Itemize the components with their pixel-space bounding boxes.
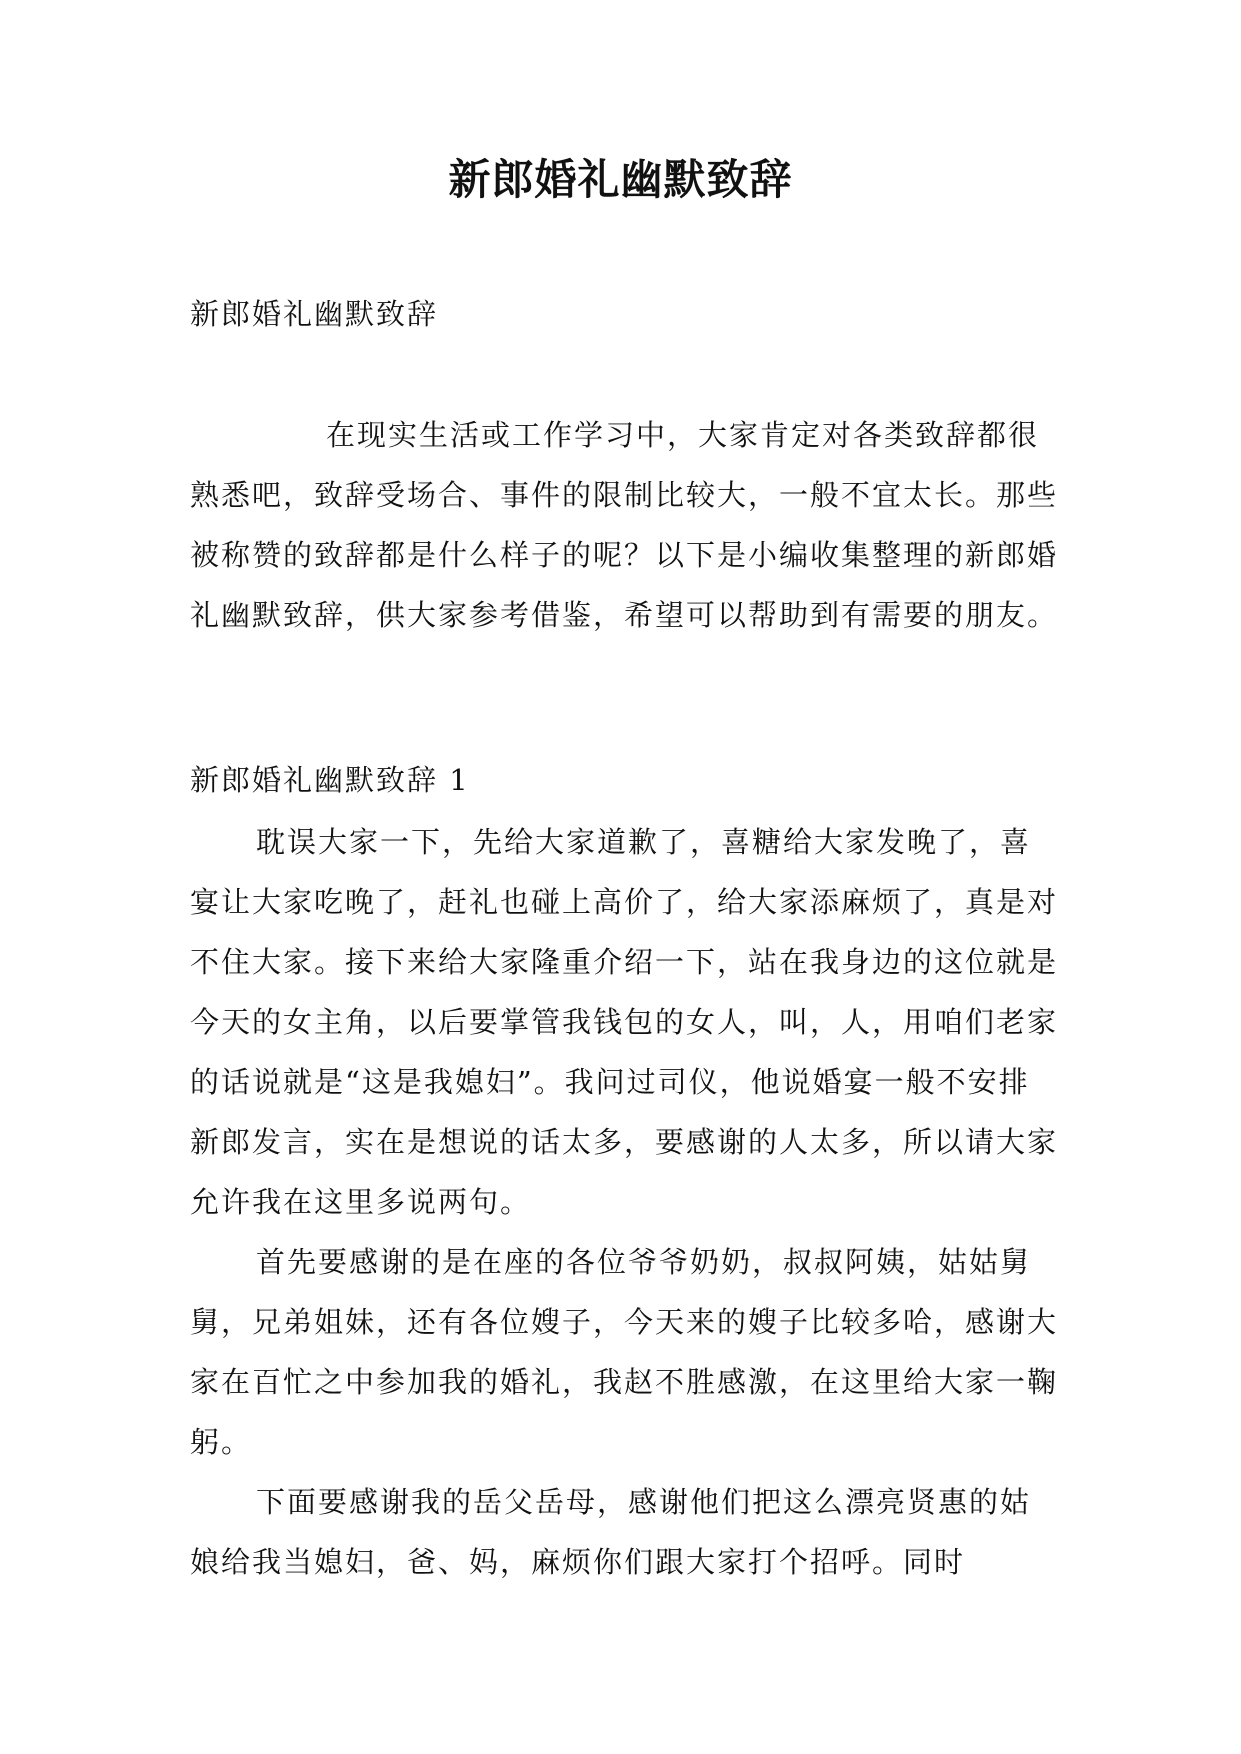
section-heading: 新郎婚礼幽默致辞 1 [190, 763, 470, 797]
section-body [190, 812, 1060, 1592]
document-subtitle: 新郎婚礼幽默致辞 [190, 297, 439, 331]
body-paragraph: 首先要感谢的是在座的各位爷爷奶奶，叔叔阿姨，姑姑舅舅，兄弟姐妹，还有各位嫂子，今天来的嫂子比较多哈，感谢大家在百忙之中参加我的婚礼，我赵不胜感激，在这里给大家一鞠躬。 [190, 1245, 1059, 1459]
body-paragraph: 耽误大家一下，先给大家道歉了，喜糖给大家发晚了，喜宴让大家吃晚了，赶礼也碰上高价了，给大家添麻烦了，真是对不住大家。接下来给大家隆重介绍一下，站在我身边的这位就是今天的女主角，以后要掌管我钱包的女人，叫，人，用咱们老家的话说就是“这是我媳妇”。我问过司仪，他说婚宴一般不安排新郎发言，实在是想说的话太多，要感谢的人太多，所以请大家允许我在这里多说两句。 [190, 825, 1059, 1219]
body-paragraph: 下面要感谢我的岳父岳母，感谢他们把这么漂亮贤惠的姑娘给我当媳妇，爸、妈，麻烦你们跟大家打个招呼。同时 [190, 1485, 1032, 1579]
document-title: 新郎婚礼幽默致辞 [448, 155, 793, 204]
intro-paragraph: 在现实生活或工作学习中，大家肯定对各类致辞都很熟悉吧，致辞受场合、事件的限制比较大，一般不宜太长。那些被称赞的致辞都是什么样子的呢？以下是小编收集整理的新郎婚礼幽默致辞，供大家参考借鉴，希望可以帮助到有需要的朋友。 [190, 418, 1059, 632]
